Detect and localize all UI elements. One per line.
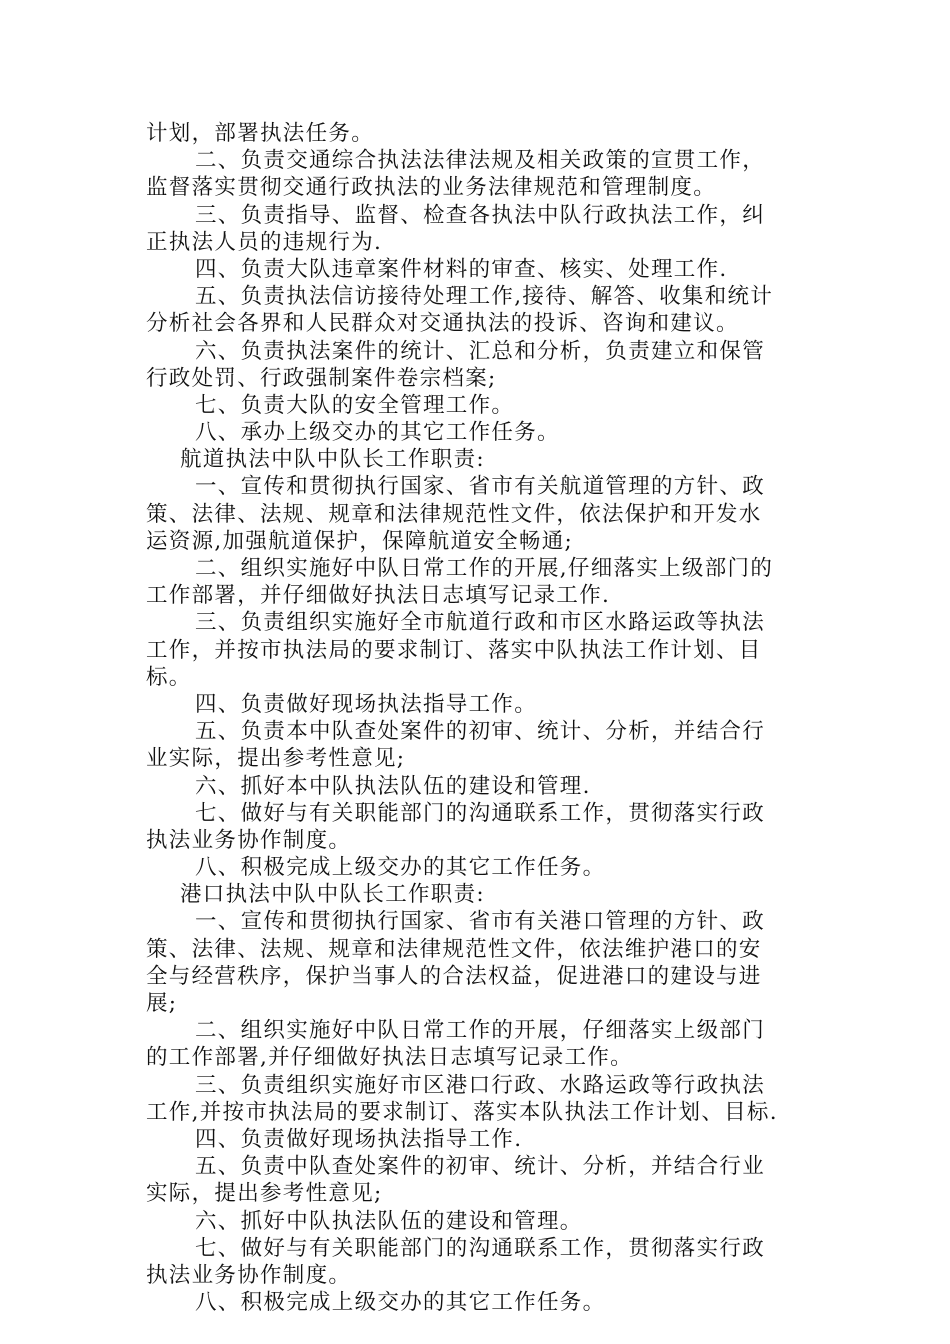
text-line: 分析社会各界和人民群众对交通执法的投诉、咨询和建议。 [146,311,739,337]
text-line: 展; [146,991,178,1016]
document-body [146,120,816,1316]
text-line: 标。 [146,664,192,690]
text-line: 三、负责指导、监督、检查各执法中队行政执法工作，纠 [195,202,766,228]
text-line: 四、负责大队违章案件材料的审查、核实、处理工作. [195,256,728,282]
text-line: 全与经营秩序，保护当事人的合法权益，促进港口的建设与进 [146,963,762,989]
text-line: 执法业务协作制度。 [146,827,352,853]
text-line: 七、做好与有关职能部门的沟通联系工作，贯彻落实行政 [195,1235,766,1261]
text-line: 八、积极完成上级交办的其它工作任务。 [195,1290,606,1316]
text-line: 实际，提出参考性意见; [146,1181,383,1207]
section-heading: 航道执法中队中队长工作职责: [180,447,485,473]
text-line: 七、做好与有关职能部门的沟通联系工作，贯彻落实行政 [195,800,766,826]
text-line: 八、承办上级交办的其它工作任务。 [195,420,560,446]
text-line: 正执法人员的违规行为. [146,229,383,255]
text-line: 五、负责中队查处案件的初审、统计、分析，并结合行业 [195,1154,766,1180]
text-line: 三、负责组织实施好市区港口行政、水路运政等行政执法 [195,1072,766,1098]
text-line: 八、积极完成上级交办的其它工作任务。 [195,855,606,881]
text-line: 监督落实贯彻交通行政执法的业务法律规范和管理制度。 [146,175,717,201]
text-line: 工作部署，并仔细做好执法日志填写记录工作. [146,583,611,609]
text-line: 一、宣传和贯彻执行国家、省市有关航道管理的方针、政 [195,474,766,500]
text-line: 执法业务协作制度。 [146,1262,352,1288]
text-line: 二、组织实施好中队日常工作的开展,仔细落实上级部门的 [195,556,774,581]
text-line: 工作，并按市执法局的要求制订、落实中队执法工作计划、目 [146,637,762,663]
text-line: 一、宣传和贯彻执行国家、省市有关港口管理的方针、政 [195,909,766,935]
text-line: 计划，部署执法任务。 [146,121,375,146]
text-line: 的工作部署,并仔细做好执法日志填写记录工作。 [146,1045,633,1071]
text-line: 二、组织实施好中队日常工作的开展，仔细落实上级部门 [195,1018,766,1044]
text-line: 工作,并按市执法局的要求制订、落实本队执法工作计划、目标. [146,1099,778,1125]
text-line: 七、负责大队的安全管理工作。 [195,392,515,418]
text-line: 四、负责做好现场执法指导工作. [195,1126,523,1152]
text-line: 运资源,加强航道保护，保障航道安全畅通; [146,528,574,554]
text-line: 五、负责本中队查处案件的初审、统计、分析，并结合行 [195,719,766,745]
text-line: 五、负责执法信访接待处理工作,接待、解答、收集和统计 [195,284,774,310]
text-line: 策、法律、法规、规章和法律规范性文件，依法维护港口的安 [146,936,762,962]
text-line: 业实际，提出参考性意见; [146,746,406,772]
text-line: 三、负责组织实施好全市航道行政和市区水路运政等执法 [195,610,766,636]
text-line: 行政处罚、行政强制案件卷宗档案; [146,365,497,391]
text-line: 四、负责做好现场执法指导工作。 [195,691,538,717]
text-line: 六、抓好本中队执法队伍的建设和管理. [195,773,591,799]
text-line: 六、抓好中队执法队伍的建设和管理。 [195,1208,583,1234]
text-line: 六、负责执法案件的统计、汇总和分析，负责建立和保管 [195,338,766,364]
text-line: 策、法律、法规、规章和法律规范性文件，依法保护和开发水 [146,501,762,527]
section-heading: 港口执法中队中队长工作职责: [180,882,485,908]
text-line: 二、负责交通综合执法法律法规及相关政策的宣贯工作， [195,148,766,174]
